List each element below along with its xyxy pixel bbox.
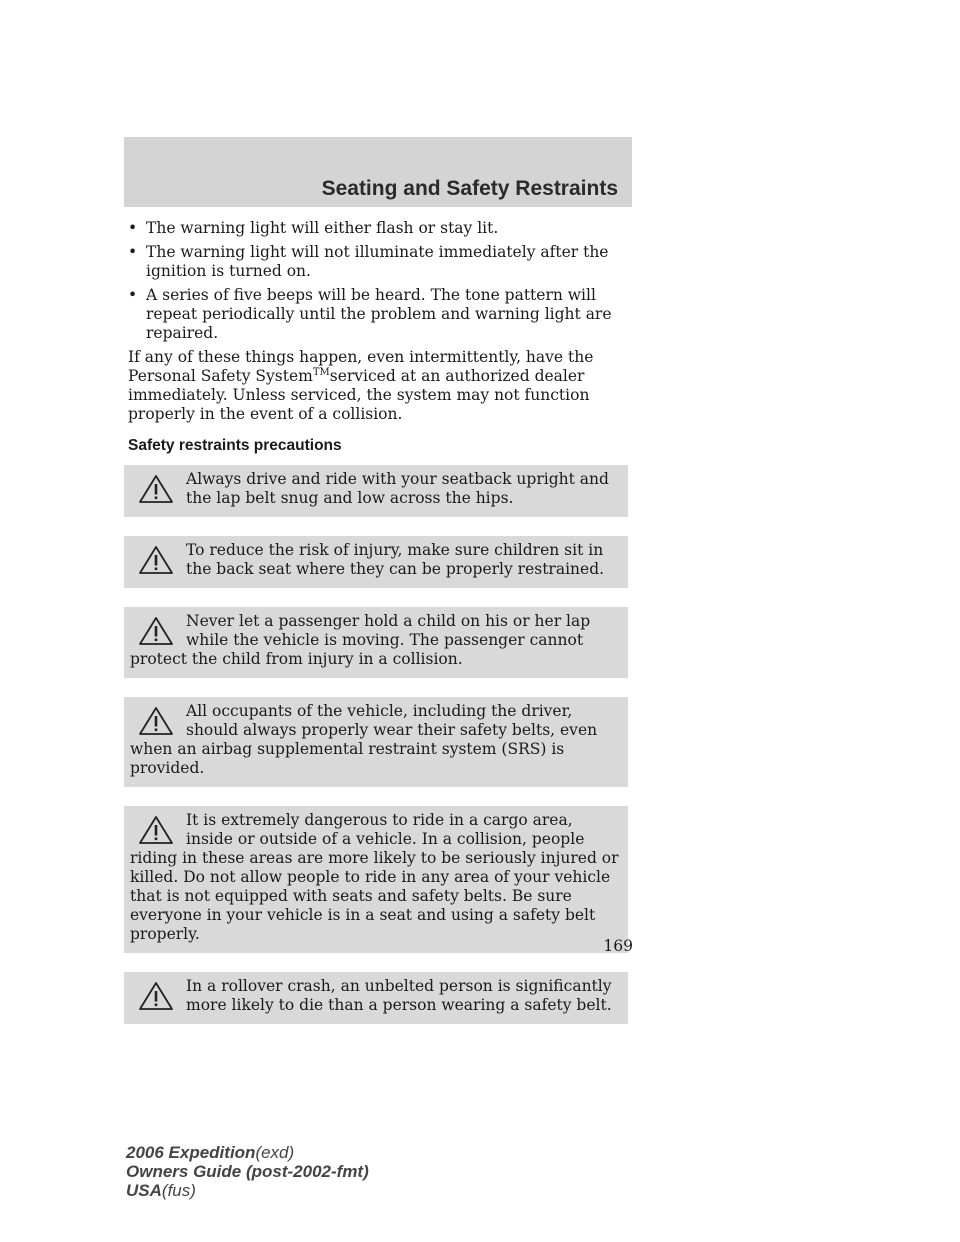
warning-triangle-icon <box>138 981 174 1011</box>
section-header-band <box>124 137 632 207</box>
warning-triangle-icon <box>138 815 174 845</box>
warning-text: Always drive and ride with your seatback upright and the lap belt snug and low across the hips. <box>186 470 609 507</box>
warning-text: In a rollover crash, an unbelted person is significantly more likely to die than a person wearing a safety belt. <box>186 977 612 1014</box>
warning-box <box>124 806 628 953</box>
list-item <box>128 219 633 238</box>
document-footer <box>126 1143 369 1200</box>
footer-line-1 <box>126 1143 369 1162</box>
bullet-text: The warning light will not illuminate immediately after the ignition is turned on. <box>146 243 609 280</box>
page-number: 169 <box>603 937 633 955</box>
footer-model-code: (exd) <box>255 1143 295 1162</box>
footer-line-3 <box>126 1181 369 1200</box>
section-title: Seating and Safety Restraints <box>321 177 618 200</box>
footer-model: 2006 Expedition <box>126 1143 256 1162</box>
paragraph-text-continued: serviced at an authorized dealer immediately. Unless serviced, the system may not function properly in the event of a collision. <box>128 367 590 423</box>
bullet-marker: • <box>128 286 138 304</box>
warning-box <box>124 465 628 517</box>
bullet-marker: • <box>128 243 138 261</box>
warning-triangle-icon <box>138 706 174 736</box>
footer-guide: Owners Guide (post-2002-fmt) <box>126 1162 369 1181</box>
warning-triangle-icon <box>138 545 174 575</box>
warning-triangle-icon <box>138 474 174 504</box>
warning-text: To reduce the risk of injury, make sure children sit in the back seat where they can be properly restrained. <box>186 541 605 578</box>
bullet-marker: • <box>128 219 138 237</box>
page-content <box>128 219 633 1043</box>
subheading: Safety restraints precautions <box>128 437 342 454</box>
warning-text: All occupants of the vehicle, including the driver, should always properly wear their safety belts, even when an airbag supplemental restraint system (SRS) is provided. <box>130 702 598 777</box>
warning-box <box>124 972 628 1024</box>
trademark-mark: TM <box>312 366 330 378</box>
warning-box <box>124 697 628 787</box>
list-item <box>128 243 633 281</box>
service-paragraph <box>128 348 633 424</box>
bullet-list <box>128 219 633 343</box>
list-item <box>128 286 633 343</box>
footer-line-2 <box>126 1162 369 1181</box>
bullet-text: The warning light will either flash or stay lit. <box>146 219 499 237</box>
warning-box <box>124 536 628 588</box>
paragraph-text: If any of these things happen, even intermittently, have the Personal Safety System <box>128 348 594 385</box>
bullet-text: A series of five beeps will be heard. The tone pattern will repeat periodically until the problem and warning light are repaired. <box>146 286 612 342</box>
warning-text: Never let a passenger hold a child on his or her lap while the vehicle is moving. The passenger cannot protect the child from injury in a collision. <box>130 612 591 668</box>
footer-market-code: (fus) <box>161 1181 196 1200</box>
warning-box <box>124 607 628 678</box>
warning-triangle-icon <box>138 616 174 646</box>
warning-text: It is extremely dangerous to ride in a cargo area, inside or outside of a vehicle. In a collision, people riding in these areas are more likely to be seriously injured or killed. Do not allow people to ride in any area of your vehicle that is not equipped with seats and safety belts. Be sure everyone in your vehicle is in a seat and using a safety belt properly. <box>130 811 619 943</box>
footer-market: USA <box>126 1181 162 1200</box>
